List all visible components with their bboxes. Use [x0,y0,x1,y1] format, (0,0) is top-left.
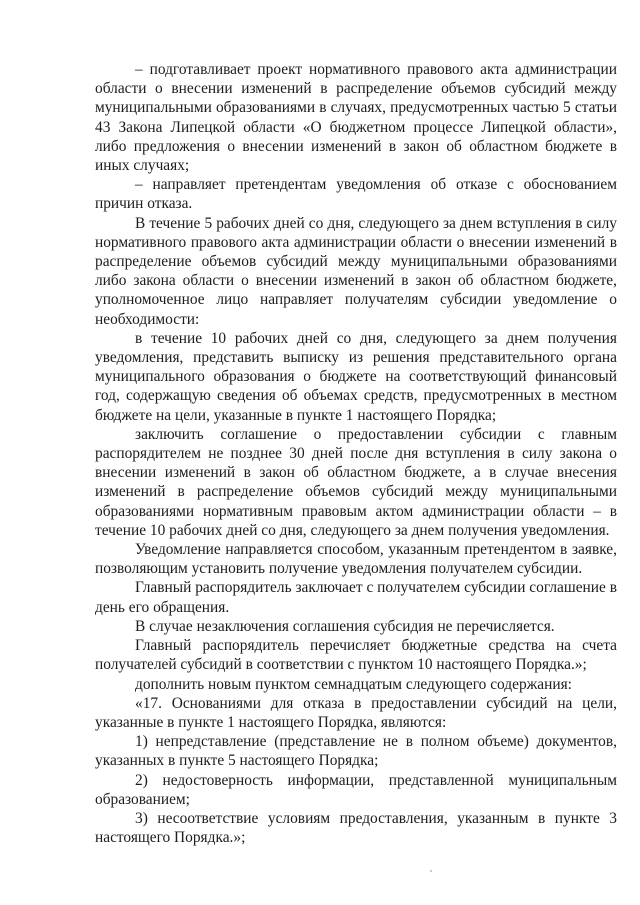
paragraph-prepare-draft-act: – подготавливает проект нормативного правового акта администрации области о внесении изменений в распределение объемов субсидий между муниципальными образованиями в случаях, предусмотренных частью 5 статьи 43 Закона Липецкой области «О бюджетном процессе Липецкой области», либо предложения о внесении изменений в закон об областном бюджете в иных случаях; [95,61,617,175]
scan-speck [430,870,432,872]
paragraph-send-refusal-notice: – направляет претендентам уведомления об отказе с обоснованием причин отказа. [95,176,617,213]
document-body [95,60,617,847]
paragraph-submit-extract: в течение 10 рабочих дней со дня, следующего за днем получения уведомления, представить выписку из решения представительного органа муниципального образования о бюджете на соответствующий финансовый год, содержащую сведения об объемах средств, предусмотренных в местном бюджете на цели, указанные в пункте 1 настоящего Порядка; [95,329,617,424]
paragraph-conclude-agreement: заключить соглашение о предоставлении субсидии с главным распорядителем не позднее 30 дней после дня вступления в силу закона о внесении изменений в закон об областном бюджете, а в случае внесения изменений в распределение объемов субсидий между муниципальными образованиями нормативным правовым актом администрации области – в течение 10 рабочих дней со дня, следующего за днем получения уведомления. [95,425,617,539]
paragraph-ground-2: 2) недостоверность информации, представленной муниципальным образованием; [95,771,617,808]
paragraph-item-17-grounds: «17. Основаниями для отказа в предоставлении субсидий на цели, указанные в пункте 1 настоящего Порядка, являются: [95,694,617,731]
paragraph-ground-3: 3) несоответствие условиям предоставления, указанным в пункте 3 настоящего Порядка.»; [95,809,617,847]
paragraph-notice-delivery: Уведомление направляется способом, указанным претендентом в заявке, позволяющим установить получение уведомления получателем субсидии. [95,541,617,578]
paragraph-agreement-same-day: Главный распорядитель заключает с получателем субсидии соглашение в день его обращения. [95,579,617,616]
paragraph-no-agreement-no-transfer: В случае незаключения соглашения субсидия не перечисляется. [135,617,555,635]
paragraph-add-item-17: дополнить новым пунктом семнадцатым следующего содержания: [135,675,572,693]
paragraph-ground-1: 1) непредставление (представление не в полном объеме) документов, указанных в пункте 5 настоящего Порядка; [95,733,617,770]
paragraph-notification-term: В течение 5 рабочих дней со дня, следующего за днем вступления в силу нормативного правового акта администрации области о внесении изменений в распределение объемов субсидий между муниципальными образованиями либо закона области о внесении изменений в закон об областном бюджете, уполномоченное лицо направляет получателям субсидии уведомление о необходимости: [95,214,617,328]
paragraph-funds-transfer: Главный распорядитель перечисляет бюджетные средства на счета получателей субсидий в соответствии с пунктом 10 настоящего Порядка.»; [95,637,617,674]
